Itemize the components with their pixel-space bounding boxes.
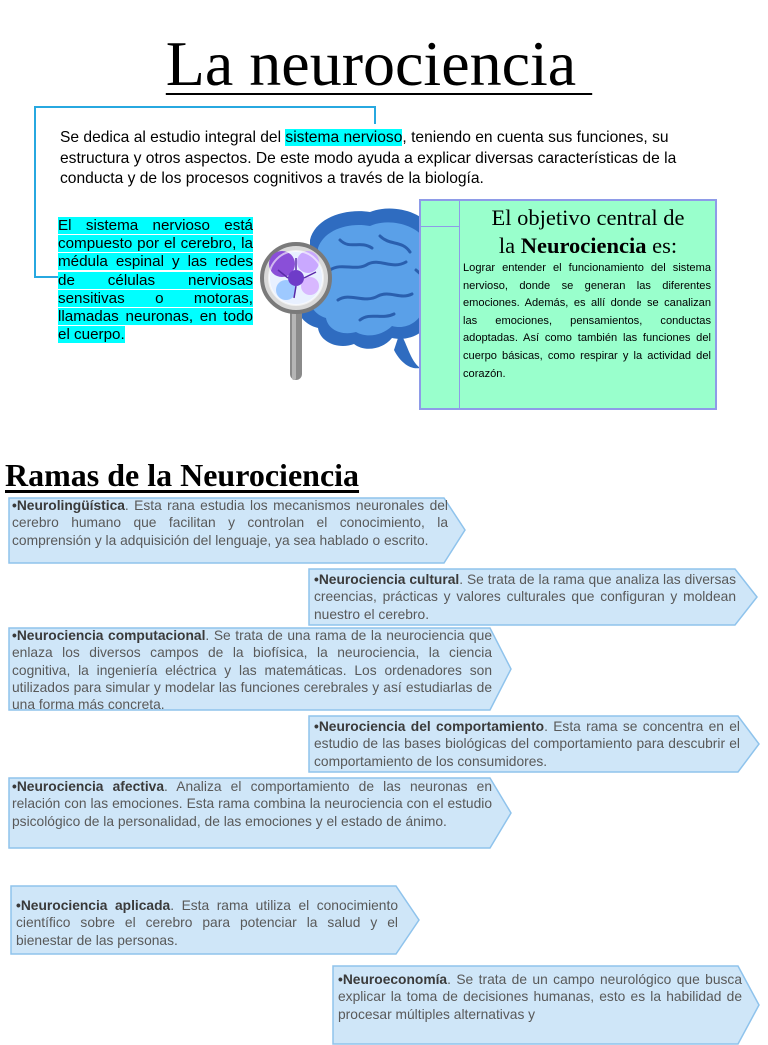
objective-box bbox=[419, 199, 717, 410]
branch-arrow-computacional bbox=[8, 627, 512, 711]
objective-heading-bold: Neurociencia bbox=[520, 233, 647, 258]
branch-name: •Neurociencia afectiva bbox=[12, 779, 165, 794]
branch-text bbox=[314, 718, 740, 770]
objective-heading bbox=[461, 204, 715, 260]
objective-heading-line1: El objetivo central de bbox=[491, 205, 685, 230]
branch-name: •Neurociencia del comportamiento bbox=[314, 719, 545, 734]
intro-text-before: Se dedica al estudio integral del bbox=[60, 129, 286, 146]
branch-name: •Neuroeconomía bbox=[338, 972, 448, 987]
branch-arrow-neurolinguistica bbox=[8, 497, 466, 564]
nervous-system-paragraph bbox=[58, 217, 253, 344]
branches-title: Ramas de la Neurociencia bbox=[5, 457, 360, 493]
branch-arrow-comportamiento bbox=[308, 715, 760, 773]
branch-description: . Se trata de una rama de la neurociencia que enlaza los diversos campos de la biofísica, la neurociencia, la ciencia cognitiva, la ingeniería eléctrica y las matemáticas. Los ordenadores son utilizados para simular y modelar las funciones cerebrales y así estudiarlas de una forma más concreta. bbox=[12, 628, 493, 713]
objective-heading-post: es: bbox=[646, 233, 678, 258]
intro-text-after: , teniendo en cuenta sus funciones, su estructura y otros aspectos. De este modo ayuda a explicar diversas características de la conducta y de los procesos cognitivos a través de la biología. bbox=[60, 129, 677, 187]
branch-name: •Neurolingüística bbox=[12, 498, 125, 513]
page-title: La neurociencia bbox=[165, 28, 593, 99]
branch-name: •Neurociencia cultural bbox=[314, 572, 460, 587]
objective-heading-pre: la bbox=[498, 233, 521, 258]
objective-text: Lograr entender el funcionamiento del sistema nervioso, donde se generan las diferentes emociones. Además, es allí donde se canalizan las emociones, pensamientos, conductas adoptadas. Así como también las funciones del cuerpo básicas, como respirar y la actividad del corazón. bbox=[463, 262, 711, 380]
branch-description: . Esta rana estudia los mecanismos neuronales del cerebro humano que facilitan y controlan el conocimiento, la comprensión y la adquisición del lenguaje, ya sea hablado o escrito. bbox=[12, 498, 448, 548]
branch-text bbox=[12, 627, 492, 713]
intro-highlight: sistema nervioso bbox=[285, 129, 403, 146]
branch-arrow-cultural bbox=[308, 568, 758, 626]
branch-description: . Esta rama utiliza el conocimiento científico sobre el cerebro para potenciar la salud y el bienestar de las personas. bbox=[16, 898, 398, 948]
branch-description: . Se trata de un campo neurológico que busca explicar la toma de decisiones humanas, esto es la habilidad de procesar múltiples alternativas y bbox=[338, 972, 742, 1022]
branch-arrow-aplicada bbox=[10, 885, 420, 955]
branch-description: . Se trata de la rama que analiza las diversas creencias, prácticas y valores culturales que configuran y moldean nuestro el cerebro. bbox=[314, 572, 736, 622]
connector-bracket-lower bbox=[34, 120, 58, 278]
branch-name: •Neurociencia aplicada bbox=[16, 898, 171, 913]
branch-arrow-afectiva bbox=[8, 777, 512, 849]
branch-text bbox=[12, 778, 492, 830]
branch-description: . Esta rama se concentra en el estudio de las bases biológicas del comportamiento para descubrir el comportamiento de los consumidores. bbox=[314, 719, 740, 769]
branch-text bbox=[16, 897, 398, 949]
branch-text bbox=[12, 497, 448, 549]
intro-paragraph bbox=[60, 128, 725, 190]
objective-box-side-column bbox=[421, 201, 460, 408]
branch-text bbox=[338, 971, 742, 1023]
nervous-system-text: El sistema nervioso está compuesto por el cerebro, la médula espinal y las redes de células nerviosas sensitivas o motoras, llamadas neuronas, en todo el cuerpo. bbox=[58, 217, 253, 344]
branch-arrow-neuroeconomia bbox=[332, 965, 760, 1045]
objective-heading-line2 bbox=[461, 232, 715, 260]
branch-text bbox=[314, 571, 736, 623]
objective-box-corner-cell bbox=[421, 201, 459, 227]
branch-name: •Neurociencia computacional bbox=[12, 628, 206, 643]
connector-bracket bbox=[34, 106, 376, 124]
branch-description: . Analiza el comportamiento de las neuronas en relación con las emociones. Esta rama combina la neurociencia con el estudio psicológico de la personalidad, de las emociones y el estado de ánimo. bbox=[12, 779, 492, 829]
